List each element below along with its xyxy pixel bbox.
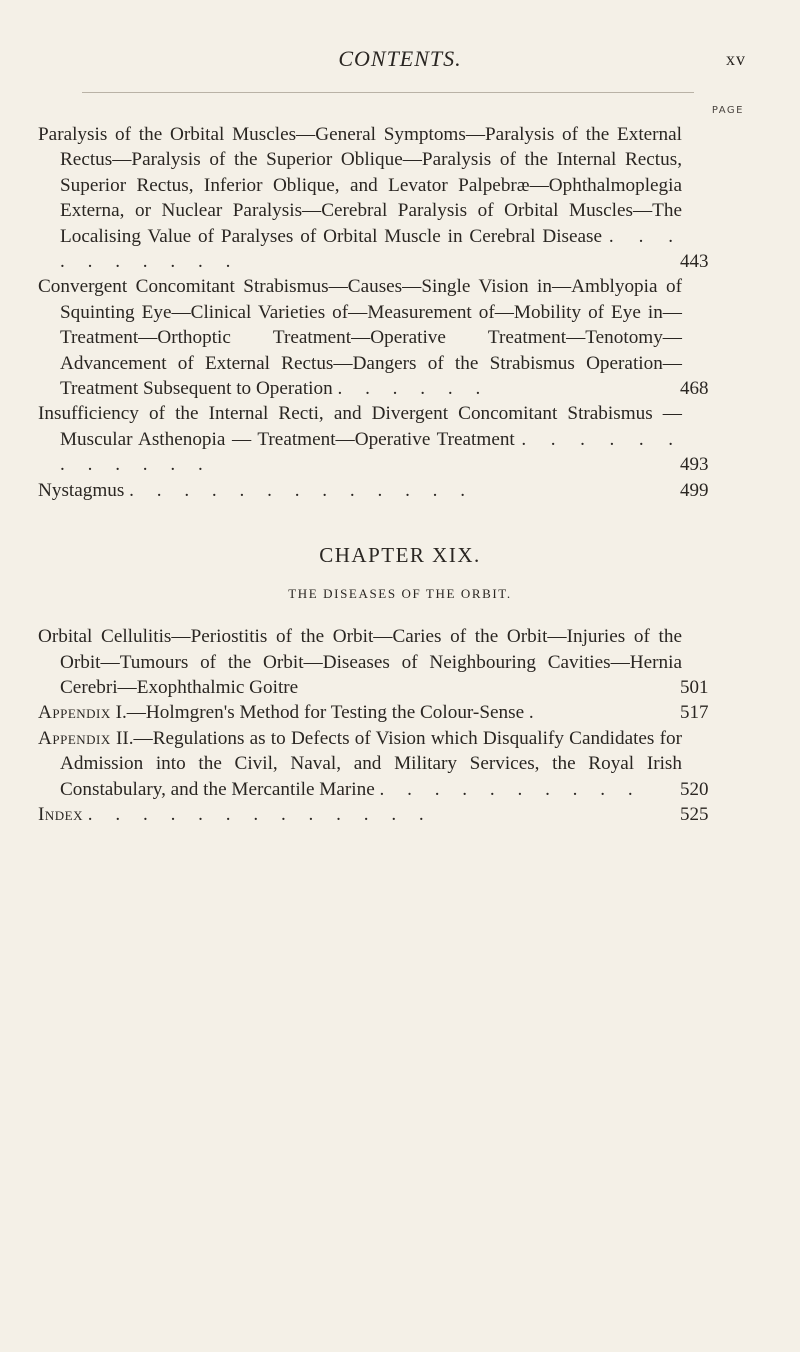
running-title: CONTENTS. bbox=[338, 46, 462, 71]
appendix-label: Appendix bbox=[38, 702, 111, 724]
chapter-subtitle: THE DISEASES OF THE ORBIT. bbox=[288, 586, 512, 602]
toc-page-number: 525 bbox=[680, 803, 709, 825]
toc-page-number: 499 bbox=[680, 479, 709, 501]
toc-page-number: 520 bbox=[680, 778, 709, 800]
toc-page-number: 443 bbox=[680, 251, 709, 273]
toc-entry bbox=[38, 624, 709, 700]
toc-entry-text: Convergent Concomitant Strabismus—Causes—Single Vision in—Amblyopia of Squinting Eye—Clinical Varieties of—Measurement of—Mobility of Eye in—Treatment—Orthoptic Treatment—Operative Treatment—Tenotomy—Advancement of External Rectus—Dangers of the Strabismus Operation—Treatment Subsequent to Operation bbox=[38, 276, 682, 400]
page-column-label: PAGE bbox=[711, 105, 744, 116]
toc-entry bbox=[38, 478, 709, 503]
dot-leaders: . . . . . . . . . . bbox=[60, 225, 683, 273]
appendix-label: Appendix bbox=[38, 727, 111, 749]
dot-leaders: . bbox=[528, 702, 543, 724]
toc-page-number: 493 bbox=[680, 454, 709, 476]
toc-entry-text: Paralysis of the Orbital Muscles—General Symptoms—Paralysis of the External Rectus—Paralysis of the Superior Oblique—Paralysis of the Internal Rectus, Superior Rectus, Inferior Oblique, and Levator Palpebræ—Ophthalmoplegia Externa, or Nuclear Paralysis—Cerebral Paralysis of Orbital Muscles—The Localising Value of Paralyses of Orbital Muscle in Cerebral Disease bbox=[38, 124, 682, 247]
table-of-contents bbox=[0, 122, 800, 827]
header-rule bbox=[82, 92, 694, 93]
toc-entry bbox=[38, 802, 709, 827]
toc-entry bbox=[38, 700, 709, 725]
dot-leaders: . . . . . . . . . . . . . bbox=[87, 803, 433, 825]
toc-entry bbox=[38, 274, 709, 401]
toc-page-number: 517 bbox=[680, 702, 709, 724]
toc-page-number: 501 bbox=[680, 676, 709, 698]
page-folio: xv bbox=[726, 49, 746, 69]
index-label: Index bbox=[38, 803, 83, 825]
chapter-heading: CHAPTER XIX. bbox=[319, 543, 481, 568]
toc-entry-text: II.—Regulations as to Defects of Vision which Disqualify Candidates for Admission into the Civil, Naval, and Military Services, the Royal Irish Constabulary, and the Mercantile Marine bbox=[60, 727, 682, 800]
toc-entry bbox=[38, 122, 709, 274]
dot-leaders: . . . . . . . . . . . . . bbox=[129, 479, 475, 501]
dot-leaders: . . . . . . . . . . bbox=[379, 778, 642, 800]
toc-entry-text: I.—Holmgren's Method for Testing the Colour-Sense bbox=[110, 702, 525, 724]
dot-leaders: . . . . . . bbox=[337, 378, 490, 400]
toc-entry bbox=[38, 726, 709, 802]
dot-leaders: . . . . . . . . . . . . bbox=[60, 428, 683, 476]
toc-page-number: 468 bbox=[680, 378, 709, 400]
toc-entry-text: Nystagmus bbox=[38, 479, 125, 501]
toc-entry-text: Orbital Cellulitis—Periostitis of the Orbit—Caries of the Orbit—Injuries of the Orbit—Tumours of the Orbit—Diseases of Neighbouring Cavities—Hernia Cerebri—Exophthalmic Goitre bbox=[38, 626, 682, 698]
toc-entry bbox=[38, 401, 709, 477]
running-head bbox=[0, 46, 800, 76]
toc-entry-text: Insufficiency of the Internal Recti, and Divergent Concomitant Strabismus — Muscular Asthenopia — Treatment—Operative Treatment bbox=[38, 403, 682, 450]
